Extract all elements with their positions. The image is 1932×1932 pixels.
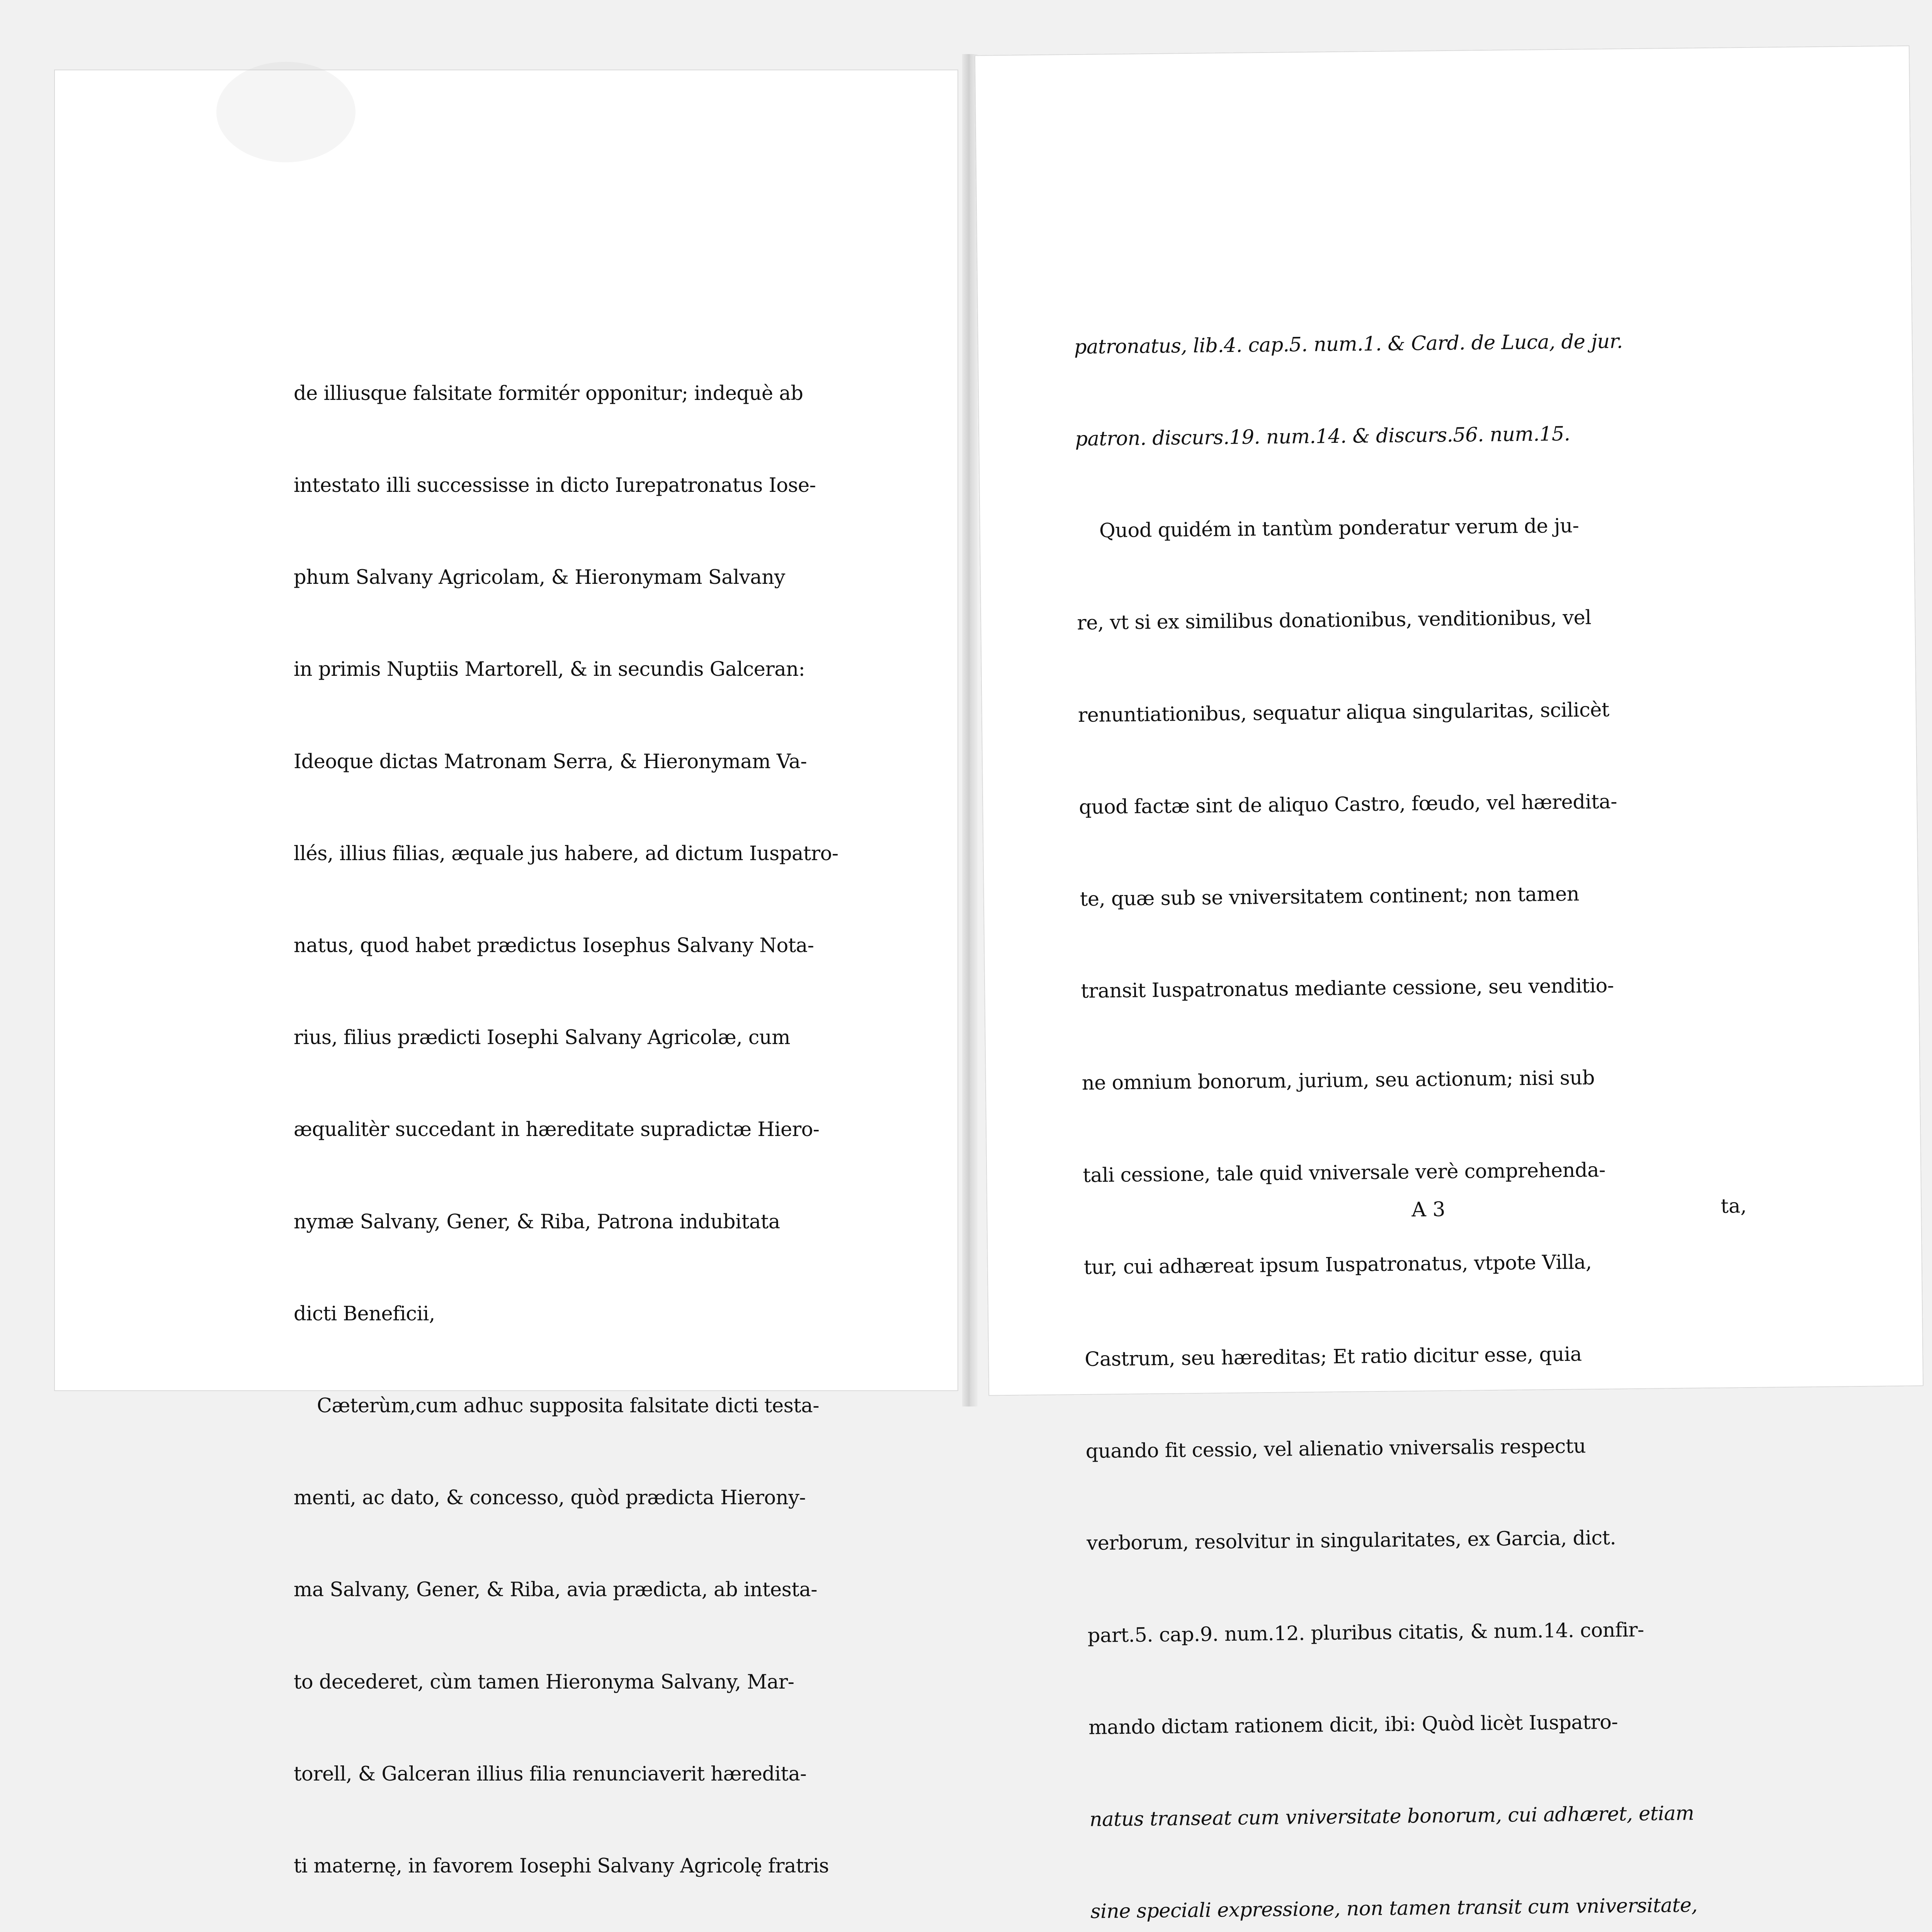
- right-page: [975, 45, 1923, 1923]
- text-line: llés, illius filias, æquale jus habere, ad dictum Iuspatro-: [294, 842, 838, 865]
- text-line: tali cessione, tale quid vniversale verè comprehenda-: [1082, 1158, 1605, 1187]
- left-page-text: [294, 317, 896, 1932]
- text-line: æqualitèr succedant in hæreditate supradictæ Hiero-: [294, 1118, 820, 1141]
- text-line: intestato illi successisse in dicto Iurepatronatus Iose-: [294, 474, 816, 497]
- text-line: rius, filius prædicti Iosephi Salvany Agricolæ, cum: [294, 1026, 791, 1049]
- text-line: Quod quidém in tantùm ponderatur verum de ju-: [1099, 514, 1579, 543]
- text-line: in primis Nuptiis Martorell, & in secundis Galceran:: [294, 658, 805, 681]
- text-line: transit Iuspatronatus mediante cessione, seu venditio-: [1080, 974, 1614, 1003]
- text-line: natus transeat cum vniversitate bonorum, cui adhæret, etiam: [1089, 1802, 1694, 1831]
- text-line: renuntiationibus, sequatur aliqua singularitas, scilicèt: [1078, 698, 1610, 727]
- text-line: part.5. cap.9. num.12. pluribus citatis, & num.14. confir-: [1087, 1618, 1644, 1647]
- text-line: patron. discurs.19. num.14. & discurs.56. num.15.: [1075, 422, 1570, 451]
- text-line: Cæterùm,cum adhuc supposita falsitate dicti testa-: [317, 1395, 819, 1418]
- text-line: menti, ac dato, & concesso, quòd prædicta Hierony-: [294, 1486, 806, 1510]
- text-line: nymæ Salvany, Gener, & Riba, Patrona indubitata: [294, 1210, 780, 1233]
- text-line: re, vt si ex similibus donationibus, venditionibus, vel: [1077, 606, 1592, 635]
- text-line: ne omnium bonorum, jurium, seu actionum; nisi sub: [1082, 1066, 1595, 1095]
- text-line: to decederet, cùm tamen Hieronyma Salvany, Mar-: [294, 1670, 794, 1694]
- catchword: ta,: [1720, 1195, 1747, 1218]
- paper-stain: [216, 62, 355, 162]
- text-line: sine speciali expressione, non tamen transit cum vniversitate,: [1090, 1894, 1698, 1923]
- text-line: torell, & Galceran illius filia renunciaverit hæredita-: [294, 1762, 807, 1786]
- text-line: te, quæ sub se vniversitatem continent; non tamen: [1080, 883, 1580, 911]
- left-page: [54, 70, 958, 1878]
- text-line: natus, quod habet prædictus Iosephus Salvany Nota-: [294, 934, 814, 957]
- text-line: de illiusque falsitate formitér opponitur; indequè ab: [294, 382, 803, 405]
- text-line: quod factæ sint de aliquo Castro, fœudo, vel hæredita-: [1078, 790, 1617, 819]
- text-line: verborum, resolvitur in singularitates, ex Garcia, dict.: [1086, 1527, 1616, 1555]
- book-gutter: [962, 54, 978, 1406]
- text-line: mando dictam rationem dicit, ibi: Quòd licèt Iuspatro-: [1088, 1711, 1618, 1739]
- text-line: patronatus, lib.4. cap.5. num.1. & Card. de Luca, de jur.: [1074, 330, 1623, 359]
- text-line: dicti Beneficii,: [294, 1302, 435, 1325]
- text-line: ti maternę, in favorem Iosephi Salvany Agricolę fratris: [294, 1855, 829, 1878]
- signature-mark: A 3: [1411, 1198, 1446, 1222]
- text-line: ma Salvany, Gener, & Riba, avia prædicta, ab intesta-: [294, 1578, 817, 1602]
- text-line: tur, cui adhæreat ipsum Iuspatronatus, vtpote Villa,: [1083, 1251, 1592, 1279]
- text-line: phum Salvany Agricolam, & Hieronymam Salvany: [294, 566, 785, 589]
- text-line: Ideoque dictas Matronam Serra, & Hieronymam Va-: [294, 750, 807, 773]
- right-page-text: [1073, 263, 1850, 1932]
- text-line: Castrum, seu hæreditas; Et ratio dicitur esse, quia: [1084, 1343, 1582, 1371]
- text-line: quando fit cessio, vel alienatio vniversalis respectu: [1085, 1435, 1586, 1463]
